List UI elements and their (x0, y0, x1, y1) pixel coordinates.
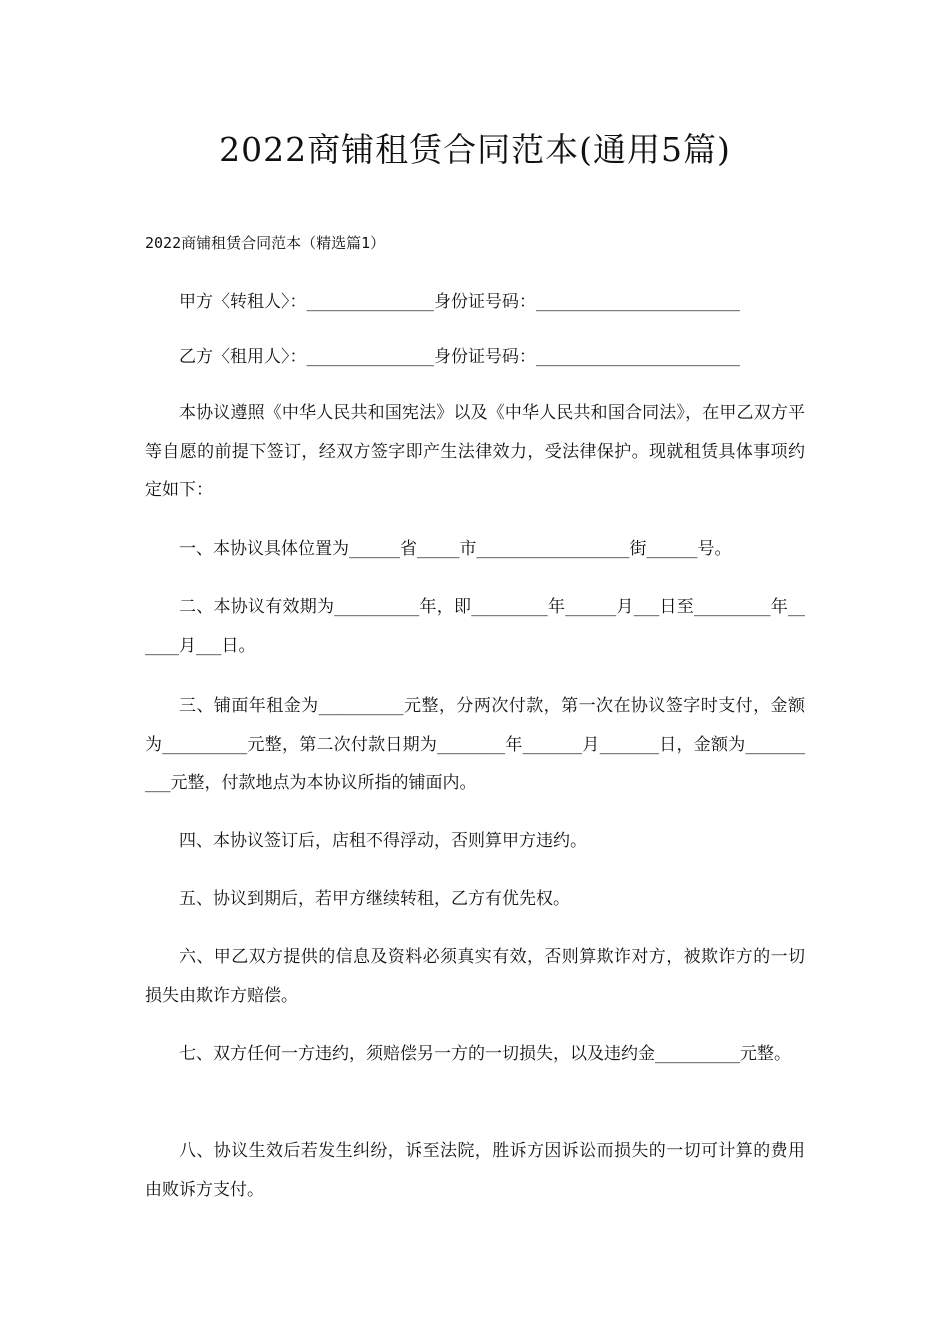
intro-paragraph: 本协议遵照《中华人民共和国宪法》以及《中华人民共和国合同法》，在甲乙双方平等自愿的前提下签订，经双方签字即产生法律效力，受法律保护。现就租赁具体事项约定如下： (145, 403, 805, 500)
clause-4: 四、本协议签订后，店租不得浮动，否则算甲方违约。 (179, 831, 587, 851)
clause-8: 八、协议生效后若发生纠纷，诉至法院，胜诉方因诉讼而损失的一切可计算的费用由败诉方支付。 (145, 1141, 805, 1200)
clause-1: 一、本协议具体位置为______省_____市__________________街______号。 (179, 539, 732, 559)
section-title: 2022商铺租赁合同范本（精选篇1） (145, 234, 386, 252)
clause-3: 三、铺面年租金为__________元整，分两次付款，第一次在协议签字时支付，金额为__________元整，第二次付款日期为________年_______月_______日，金额为__________元整，付款地点为本协议所指的铺面内。 (145, 696, 805, 793)
clause-5: 五、协议到期后，若甲方继续转租，乙方有优先权。 (179, 889, 570, 909)
clause-7: 七、双方任何一方违约，须赔偿另一方的一切损失，以及违约金__________元整。 (179, 1044, 791, 1064)
party-a-line: 甲方〈转租人〉：_______________身份证号码：________________________ (179, 292, 740, 312)
clause-2: 二、本协议有效期为__________年，即_________年______月___日至_________年______月___日。 (145, 597, 805, 656)
clause-6: 六、甲乙双方提供的信息及资料必须真实有效，否则算欺诈对方，被欺诈方的一切损失由欺诈方赔偿。 (145, 947, 805, 1006)
party-b-line: 乙方〈租用人〉：_______________身份证号码：________________________ (179, 347, 740, 367)
document-title: 2022商铺租赁合同范本(通用5篇) (219, 130, 731, 169)
